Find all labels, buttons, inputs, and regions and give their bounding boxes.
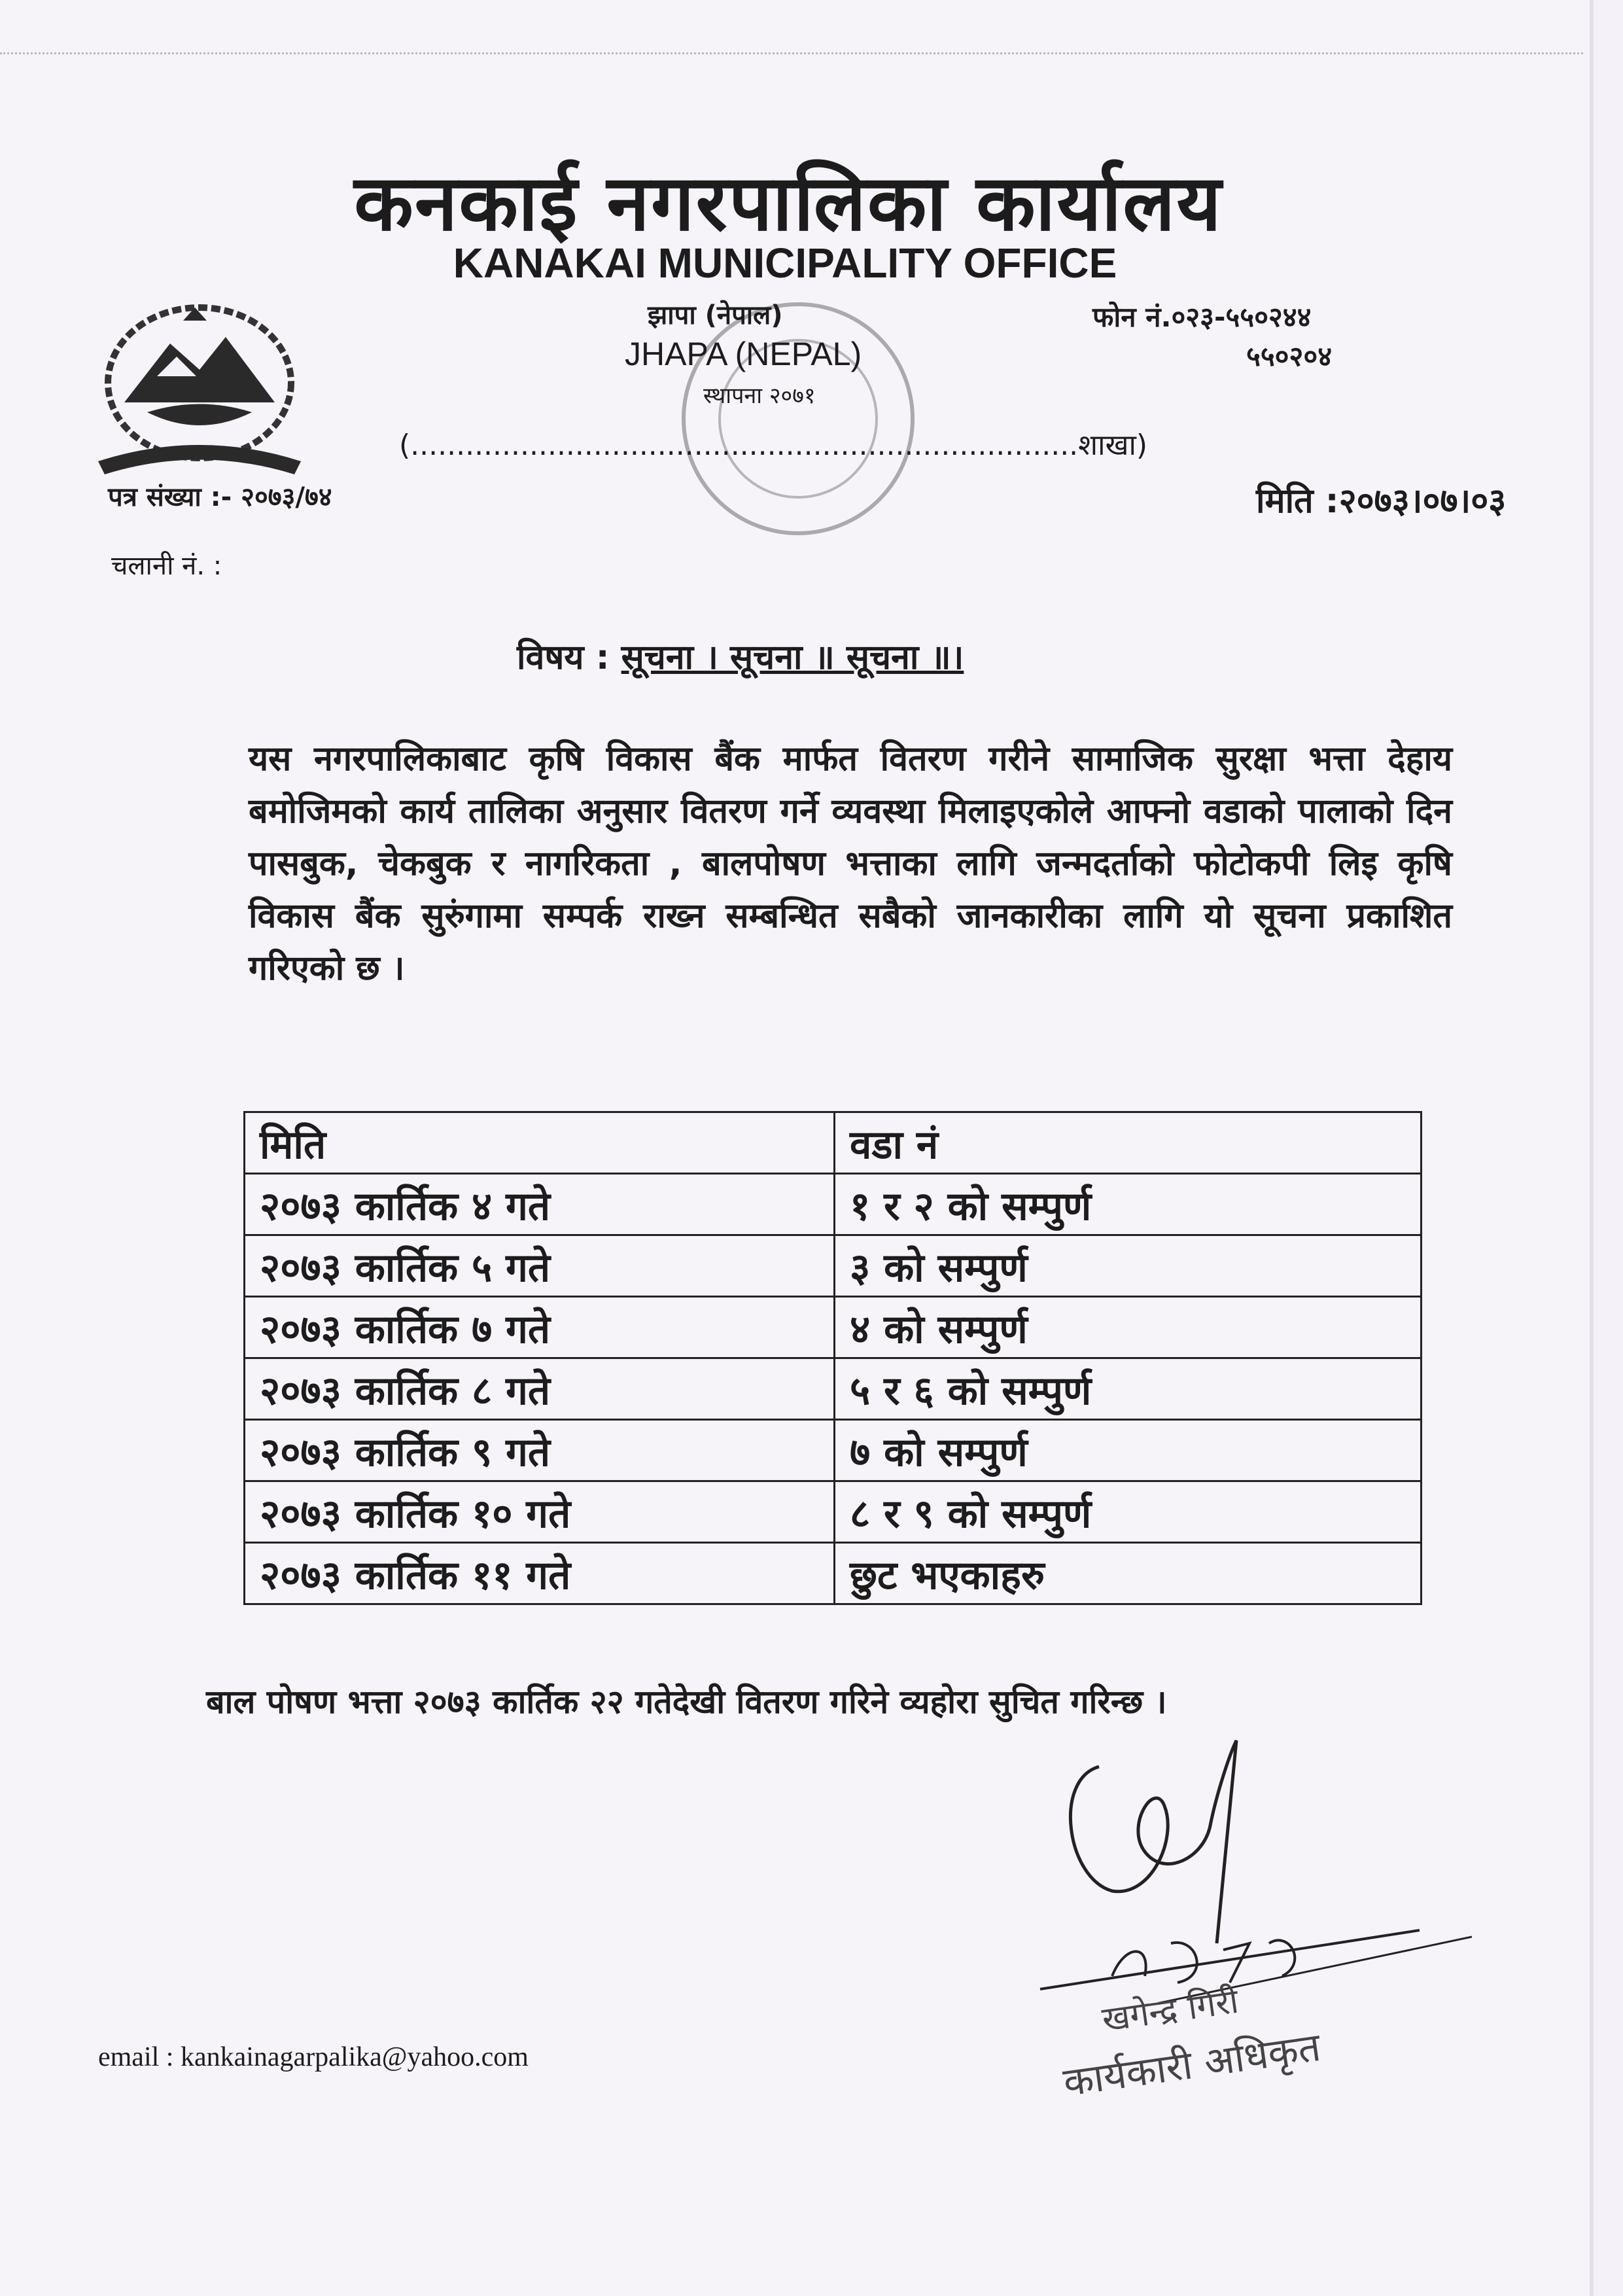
row-date: २०७३ कार्तिक ५ गते (245, 1235, 835, 1297)
row-date: २०७३ कार्तिक १० गते (245, 1481, 835, 1543)
table-header-row (245, 1112, 1422, 1174)
table-row (245, 1543, 1422, 1604)
subject-text: सूचना । सूचना ॥ सूचना ॥। (621, 638, 964, 677)
address-english: JHAPA (NEPAL) (625, 336, 862, 372)
row-date: २०७३ कार्तिक ११ गते (245, 1543, 835, 1604)
notice-body: यस नगरपालिकाबाट कृषि विकास बैंक मार्फत वितरण गरीने सामाजिक सुरक्षा भत्ता देहाय बमोजिमको कार्य तालिका अनुसार वितरण गर्ने व्यवस्था मिलाइएकोले आफ्नो वडाको पालाको दिन पासबुक, चेकबुक र नागरिकता , बालपोषण भत्ताका लागि जन्मदर्ताको फोटोकपी लिइ कृषि विकास बैंक सुरुंगामा सम्पर्क राख्न सम्बन्धित सबैको जानकारीका लागि यो सूचना प्रकाशित गरिएको छ । (249, 739, 1452, 988)
row-ward: ४ को सम्पुर्ण (835, 1297, 1422, 1358)
signatory-title: कार्यकारी अधिकृत (1060, 2024, 1323, 2106)
row-ward: ७ को सम्पुर्ण (835, 1420, 1422, 1481)
signatory-name: खगेन्द्र गिरी (1100, 1981, 1241, 2040)
row-ward: छुट भएकाहरु (835, 1543, 1422, 1604)
table-row (245, 1297, 1422, 1358)
phone-number-primary: फोन नं.०२३-५५०२४४ (1092, 301, 1312, 333)
office-title-english: KANAKAI MUNICIPALITY OFFICE (453, 239, 1117, 287)
subject-line (517, 633, 964, 679)
table-row (245, 1481, 1422, 1543)
distribution-schedule-table (243, 1111, 1422, 1605)
row-ward: ८ र ९ को सम्पुर्ण (835, 1481, 1422, 1543)
table-row (245, 1358, 1422, 1420)
row-date: २०७३ कार्तिक ७ गते (245, 1297, 835, 1358)
row-ward: ५ र ६ को सम्पुर्ण (835, 1358, 1422, 1420)
top-perforation (0, 52, 1583, 54)
address-nepali: झापा (नेपाल) (648, 300, 783, 330)
row-date: २०७३ कार्तिक ८ गते (245, 1358, 835, 1420)
office-title-nepali: कनकाई नगरपालिका कार्यालय (354, 158, 1223, 248)
row-ward: ३ को सम्पुर्ण (835, 1235, 1422, 1297)
row-date: २०७३ कार्तिक ९ गते (245, 1420, 835, 1481)
subject-label: विषय : (517, 638, 610, 677)
nepal-emblem-icon (85, 298, 314, 487)
branch-line: (.........................................................................शाखा) (399, 429, 1148, 462)
office-email: email : kankainagarpalika@yahoo.com (98, 2042, 529, 2072)
dispatch-number: चलानी नं. : (111, 551, 222, 581)
table-row (245, 1420, 1422, 1481)
row-ward: १ र २ को सम्पुर्ण (835, 1174, 1422, 1235)
column-header-date: मिति (245, 1112, 835, 1174)
child-allowance-note: बाल पोषण भत्ता २०७३ कार्तिक २२ गतेदेखी वितरण गरिने व्यहोरा सुचित गरिन्छ । (206, 1683, 1167, 1721)
letter-date: मिति :२०७३।०७।०३ (1256, 482, 1507, 521)
table-row (245, 1174, 1422, 1235)
row-date: २०७३ कार्तिक ४ गते (245, 1174, 835, 1235)
phone-number-secondary: ५५०२०४ (1246, 340, 1333, 372)
letter-number: पत्र संख्या :- २०७३/७४ (108, 482, 332, 512)
table-row (245, 1235, 1422, 1297)
handwritten-signature-icon (1014, 1727, 1472, 2002)
column-header-ward: वडा नं (835, 1112, 1422, 1174)
established-year: स्थापना २०७१ (703, 383, 816, 409)
